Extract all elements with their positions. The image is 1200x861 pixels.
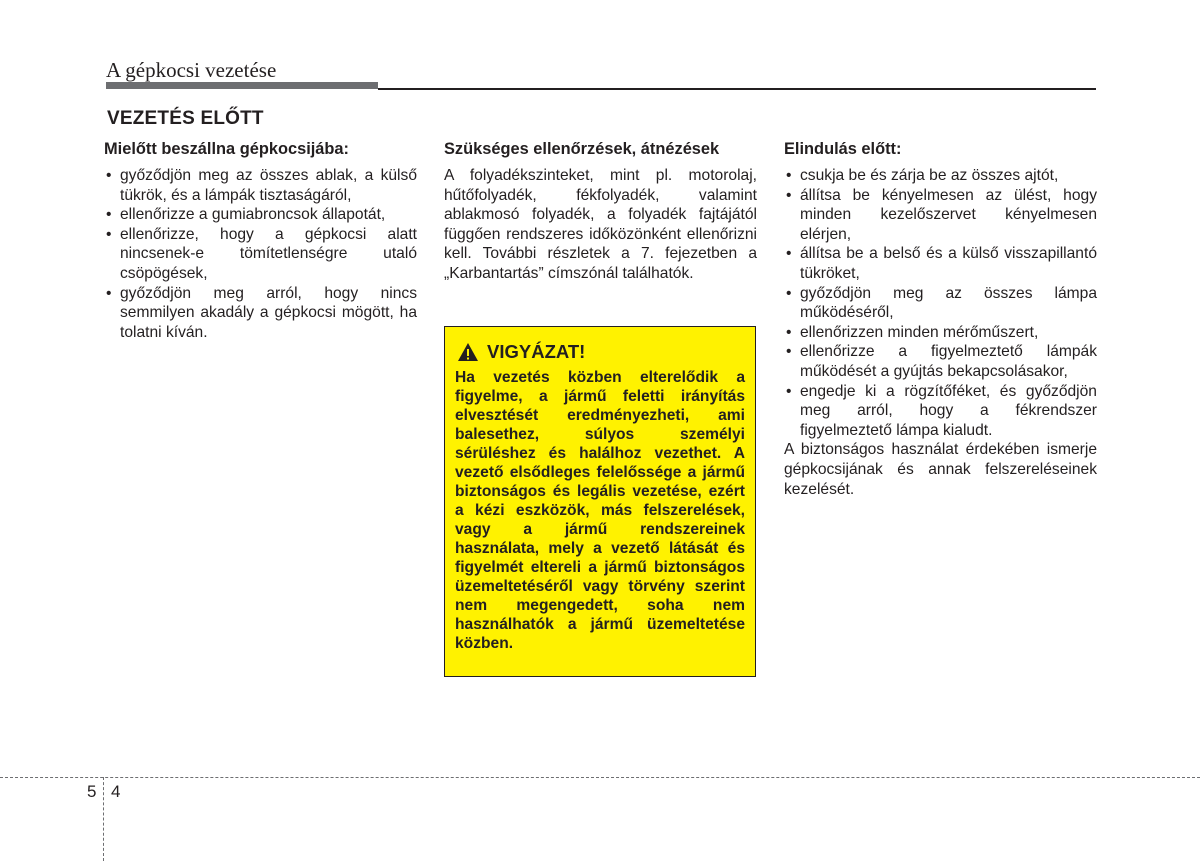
- list-item: • állítsa be a belső és a külső visszapillantó tükröket,: [784, 244, 1097, 283]
- list-item: • ellenőrizzen minden mérőműszert,: [784, 323, 1097, 343]
- footer-divider: [103, 777, 104, 861]
- column-checks: [444, 140, 757, 284]
- column3-closing: A biztonságos használat érdekében ismerje gépkocsijának és annak felszereléseinek kezelését.: [784, 441, 1097, 498]
- column1-heading: Mielőtt beszállna gépkocsijába:: [104, 140, 350, 158]
- section-number: 5: [87, 782, 97, 801]
- warning-triangle-icon: [457, 342, 479, 362]
- column3-list: [784, 166, 1097, 440]
- list-item: • ellenőrizze a figyelmeztető lámpák működését a gyújtás bekapcsolásakor,: [784, 342, 1097, 381]
- warning-body: Ha vezetés közben elterelődik a figyelme, a jármű feletti irányítás elvesztését eredményezheti, ami balesethez, súlyos személyi sérüléshez és halálhoz vezethet. A vezető elsődleges felelőssége a jármű biztonságos és legális vezetése, ezért a kézi eszközök, más felszerelések, vagy a jármű rendszereinek használata, mely a vezető látását és figyelmét eltereli a jármű biztonságos üzemeltetéséről vagy törvény szerint nem megengedett, soha nem használhatók a jármű üzemeltetése közben.: [455, 369, 745, 652]
- footer-rule: [0, 777, 1200, 778]
- list-item: • ellenőrizze a gumiabroncsok állapotát,: [104, 205, 417, 225]
- list-item: • állítsa be kényelmesen az ülést, hogy minden kezelőszervet kényelmesen elérjen,: [784, 186, 1097, 245]
- list-item: • ellenőrizze, hogy a gépkocsi alatt nincsenek-e tömítetlenségre utaló csöpögések,: [104, 225, 417, 284]
- column-before-starting: [784, 140, 1097, 499]
- list-item: • győződjön meg az összes lámpa működéséről,: [784, 284, 1097, 323]
- column2-heading: Szükséges ellenőrzések, átnézések: [444, 140, 720, 158]
- page-number: 4: [111, 782, 121, 801]
- list-item: • győződjön meg az összes ablak, a külső tükrök, és a lámpák tisztaságáról,: [104, 166, 417, 205]
- header-rule-thin: [378, 88, 1096, 90]
- warning-title: VIGYÁZAT!: [487, 341, 586, 362]
- column2-body: A folyadékszinteket, mint pl. motorolaj, hűtőfolyadék, fékfolyadék, valamint ablakmosó folyadék, a folyadék fajtájától függően rendszeres időközönként ellenőrizni kell. További részletek a 7. fejezetben a „Karbantartás” címszónál találhatók.: [444, 167, 757, 282]
- column-before-entering: [104, 140, 417, 342]
- section-title: VEZETÉS ELŐTT: [107, 108, 264, 129]
- list-item: • engedje ki a rögzítőféket, és győződjön meg arról, hogy a fékrendszer figyelmeztető lámpa kialudt.: [784, 382, 1097, 441]
- list-item: • győződjön meg arról, hogy nincs semmilyen akadály a gépkocsi mögött, ha tolatni kíván.: [104, 284, 417, 343]
- column3-heading: Elindulás előtt:: [784, 140, 902, 158]
- header-rule-thick: [106, 82, 378, 89]
- warning-header: [455, 341, 745, 363]
- list-item: • csukja be és zárja be az összes ajtót,: [784, 166, 1097, 186]
- warning-box: [444, 326, 756, 677]
- chapter-title: A gépkocsi vezetése: [106, 58, 277, 82]
- column1-list: [104, 166, 417, 342]
